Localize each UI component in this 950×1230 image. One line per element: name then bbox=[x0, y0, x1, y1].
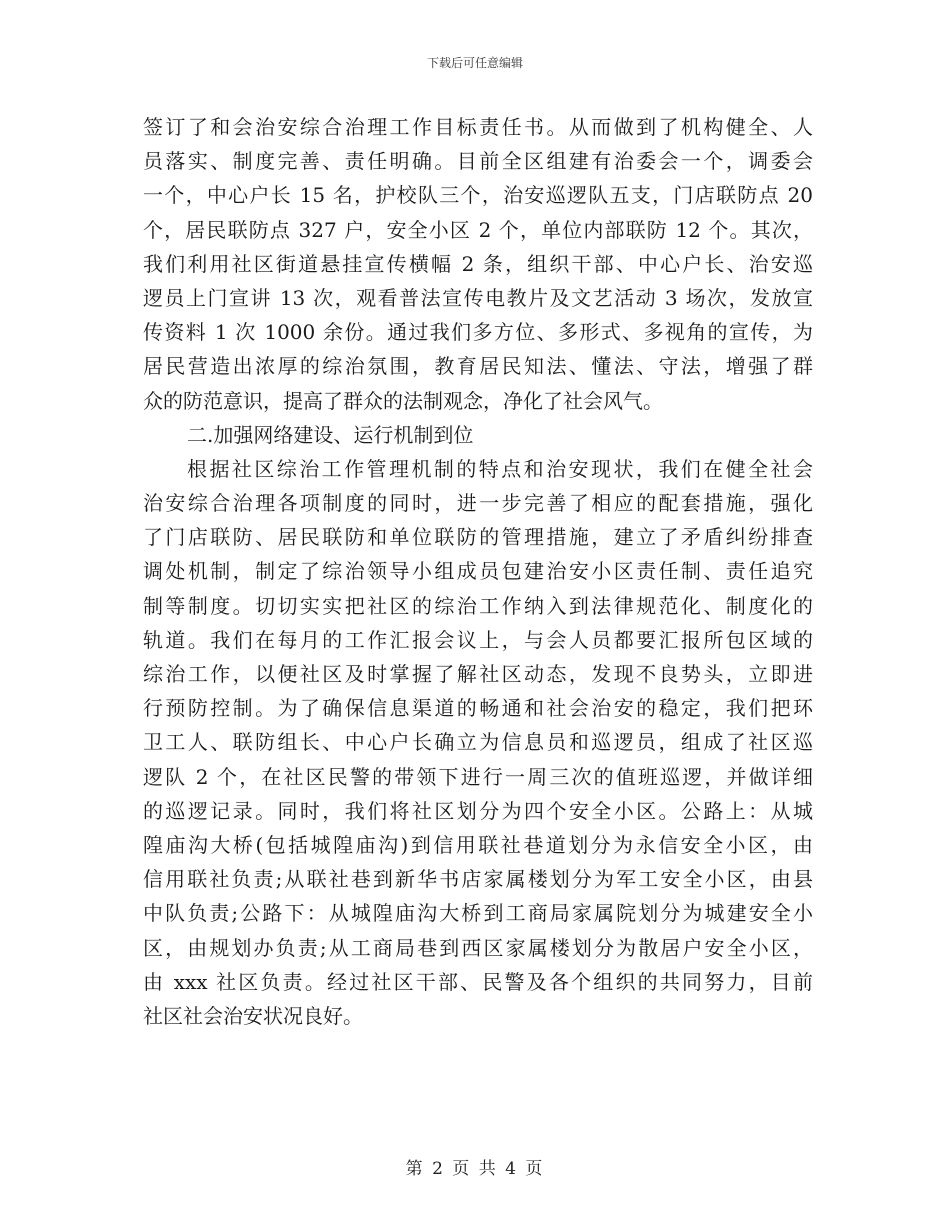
text-line: 中队负责;公路下：从城隍庙沟大桥到工商局家属院划分为城建安全小 bbox=[143, 901, 813, 926]
section-heading: 二.加强网络建设、运行机制到位 bbox=[187, 422, 474, 447]
text-line: 的巡逻记录。同时，我们将社区划分为四个安全小区。公路上：从城 bbox=[143, 798, 813, 823]
text-line: 隍庙沟大桥(包括城隍庙沟)到信用联社巷道划分为永信安全小区，由 bbox=[143, 832, 813, 857]
text-line: 逻队 2 个，在社区民警的带领下进行一周三次的值班巡逻，并做详细 bbox=[143, 764, 813, 789]
text-line: 逻员上门宣讲 13 次，观看普法宣传电教片及文艺活动 3 场次，发放宣 bbox=[143, 285, 813, 310]
text-line: 卫工人、联防组长、中心户长确立为信息员和巡逻员，组成了社区巡 bbox=[143, 730, 813, 755]
text-line: 居民营造出浓厚的综治氛围，教育居民知法、懂法、守法，增强了群 bbox=[143, 354, 813, 379]
page-number: 第 2 页 共 4 页 bbox=[405, 1159, 545, 1179]
text-line: 个，居民联防点 327 户，安全小区 2 个，单位内部联防 12 个。其次， bbox=[143, 217, 813, 242]
text-line: 综治工作，以便社区及时掌握了解社区动态，发现不良势头，立即进 bbox=[143, 662, 813, 686]
document-body bbox=[143, 110, 813, 1033]
text-line: 由 xxx 社区负责。经过社区干部、民警及各个组织的共同努力，目前 bbox=[143, 969, 813, 994]
text-line: 一个，中心户长 15 名，护校队三个，治安巡逻队五支，门店联防点 20 bbox=[143, 183, 813, 208]
page-header: 下载后可任意编辑 bbox=[426, 56, 523, 70]
text-line: 众的防范意识，提高了群众的法制观念，净化了社会风气。 bbox=[143, 388, 663, 413]
text-line: 区，由规划办负责;从工商局巷到西区家属楼划分为散居户安全小区， bbox=[143, 935, 813, 960]
text-line: 调处机制，制定了综治领导小组成员包建治安小区责任制、责任追究 bbox=[143, 559, 813, 584]
text-line: 轨道。我们在每月的工作汇报会议上，与会人员都要汇报所包区域的 bbox=[143, 627, 813, 652]
text-line: 员落实、制度完善、责任明确。目前全区组建有治委会一个，调委会 bbox=[143, 149, 813, 174]
text-line: 签订了和会治安综合治理工作目标责任书。从而做到了机构健全、人 bbox=[143, 115, 813, 139]
text-line: 传资料 1 次 1000 余份。通过我们多方位、多形式、多视角的宣传，为 bbox=[143, 320, 813, 345]
text-line: 治安综合治理各项制度的同时，进一步完善了相应的配套措施，强化 bbox=[143, 491, 813, 516]
text-line: 根据社区综治工作管理机制的特点和治安现状，我们在健全社会 bbox=[187, 456, 813, 481]
text-line: 制等制度。切切实实把社区的综治工作纳入到法律规范化、制度化的 bbox=[143, 593, 813, 618]
text-line: 行预防控制。为了确保信息渠道的畅通和社会治安的稳定，我们把环 bbox=[143, 696, 813, 721]
text-line: 了门店联防、居民联防和单位联防的管理措施，建立了矛盾纠纷排查 bbox=[143, 525, 813, 550]
text-line: 社区社会治安状况良好。 bbox=[143, 1003, 363, 1028]
text-line: 我们利用社区街道悬挂宣传横幅 2 条，组织干部、中心户长、治安巡 bbox=[143, 251, 813, 276]
text-line: 信用联社负责;从联社巷到新华书店家属楼划分为军工安全小区，由县 bbox=[143, 867, 813, 892]
